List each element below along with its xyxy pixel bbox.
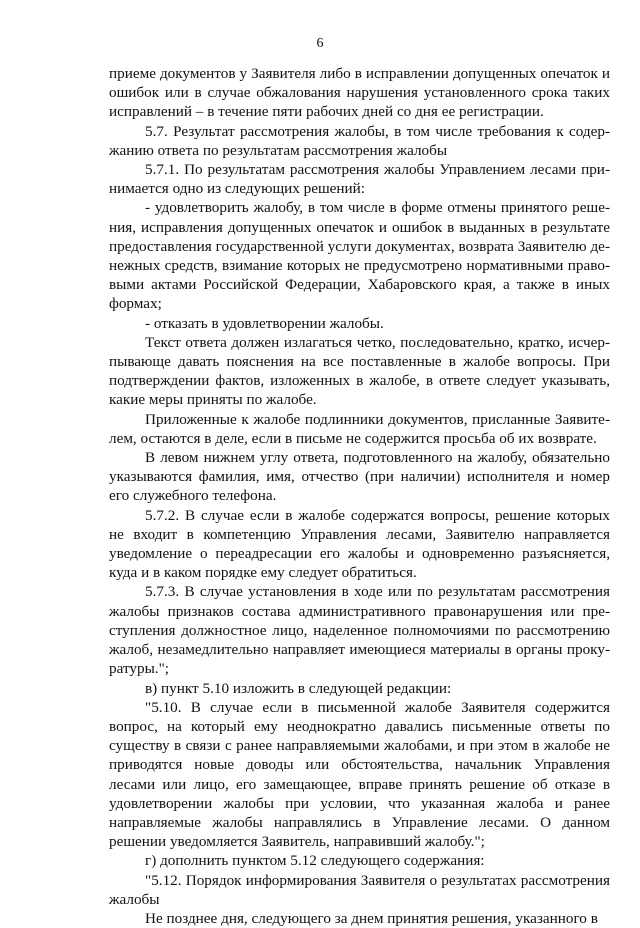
paragraph-5-12-text: Не позднее дня, следующего за днем принятия решения, указанного в: [145, 909, 598, 927]
paragraph-5-7-2: 5.7.2. В случае если в жалобе содержатся вопросы, решение которых не входит в компетенцию Управления лесами, Заявителю направляется уведомление о переадресации его жалобы и одновременно разъясняется, куда и в каком порядке ему следует обратиться.: [109, 506, 610, 582]
paragraph-satisfy-complaint: - удовлетворить жалобу, в том числе в форме отмены принятого решения, исправления допущенных опечаток и ошибок в выданных в результате предоставления государственной услуги документах, возврата Заявителю денежных средств, взимание которых не предусмотрено нормативными правовыми актами Российской Федерации, Хабаровского края, а также в иных формах;: [109, 199, 610, 313]
paragraph-executor-info: В левом нижнем углу ответа, подготовленного на жалобу, обязательно указываются фамилия, имя, отчество (при наличии) исполнителя и номер его служебного телефона.: [109, 449, 610, 505]
paragraph-refuse-complaint: - отказать в удовлетворении жалобы.: [145, 314, 384, 332]
page-number: 6: [316, 36, 324, 51]
document-body: [109, 64, 610, 928]
paragraph-5-10: "5.10. В случае если в письменной жалобе Заявителя содержится вопрос, на который ему неоднократно давались письменные ответы по существу в связи с ранее направляемыми жалобами, и при этом в жалобе не приводятся новые доводы или обстоятельства, начальник Управления лесами или лицо, его замещающее, вправе принять решение об отказе в удовлетворении жалобы при условии, что указанная жалоба и ранее направляемые жалобы направлялись в Управление лесами. О данном решении уведомляется Заявитель, направивший жалобу.";: [109, 698, 610, 851]
paragraph-continuation: приеме документов у Заявителя либо в исправлении допущенных опечаток и ошибок или в случае обжалования нарушения установленного срока таких исправлений – в течение пяти рабочих дней со дня ее регистрации.: [109, 65, 610, 121]
paragraph-attached-originals: Приложенные к жалобе подлинники документов, присланные Заявителем, остаются в деле, если в письме не содержится просьба об их возврате.: [109, 410, 610, 447]
paragraph-amendment-v: в) пункт 5.10 изложить в следующей редакции:: [145, 679, 452, 697]
paragraph-5-7-1: 5.7.1. По результатам рассмотрения жалобы Управлением лесами принимается одно из следующих решений:: [109, 161, 610, 198]
paragraph-5-7-3: 5.7.3. В случае установления в ходе или по результатам рассмотрения жалобы признаков состава административного правонарушения или преступления должностное лицо, наделенное полномочиями по рассмотрению жалоб, незамедлительно направляет имеющиеся материалы в органы прокуратуры.";: [109, 583, 610, 678]
paragraph-response-text: Текст ответа должен излагаться четко, последовательно, кратко, исчерпывающе давать пояснения на все поставленные в жалобе вопросы. При подтверждении фактов, изложенных в жалобе, в ответе следует указывать, какие меры приняты по жалобе.: [109, 333, 610, 409]
paragraph-amendment-g: г) дополнить пунктом 5.12 следующего содержания:: [145, 852, 485, 870]
paragraph-5-12-heading: "5.12. Порядок информирования Заявителя о результатах рассмотрения жалобы: [109, 871, 610, 908]
paragraph-5-7-heading: 5.7. Результат рассмотрения жалобы, в том числе требования к содержанию ответа по результатам рассмотрения жалобы: [109, 122, 610, 159]
